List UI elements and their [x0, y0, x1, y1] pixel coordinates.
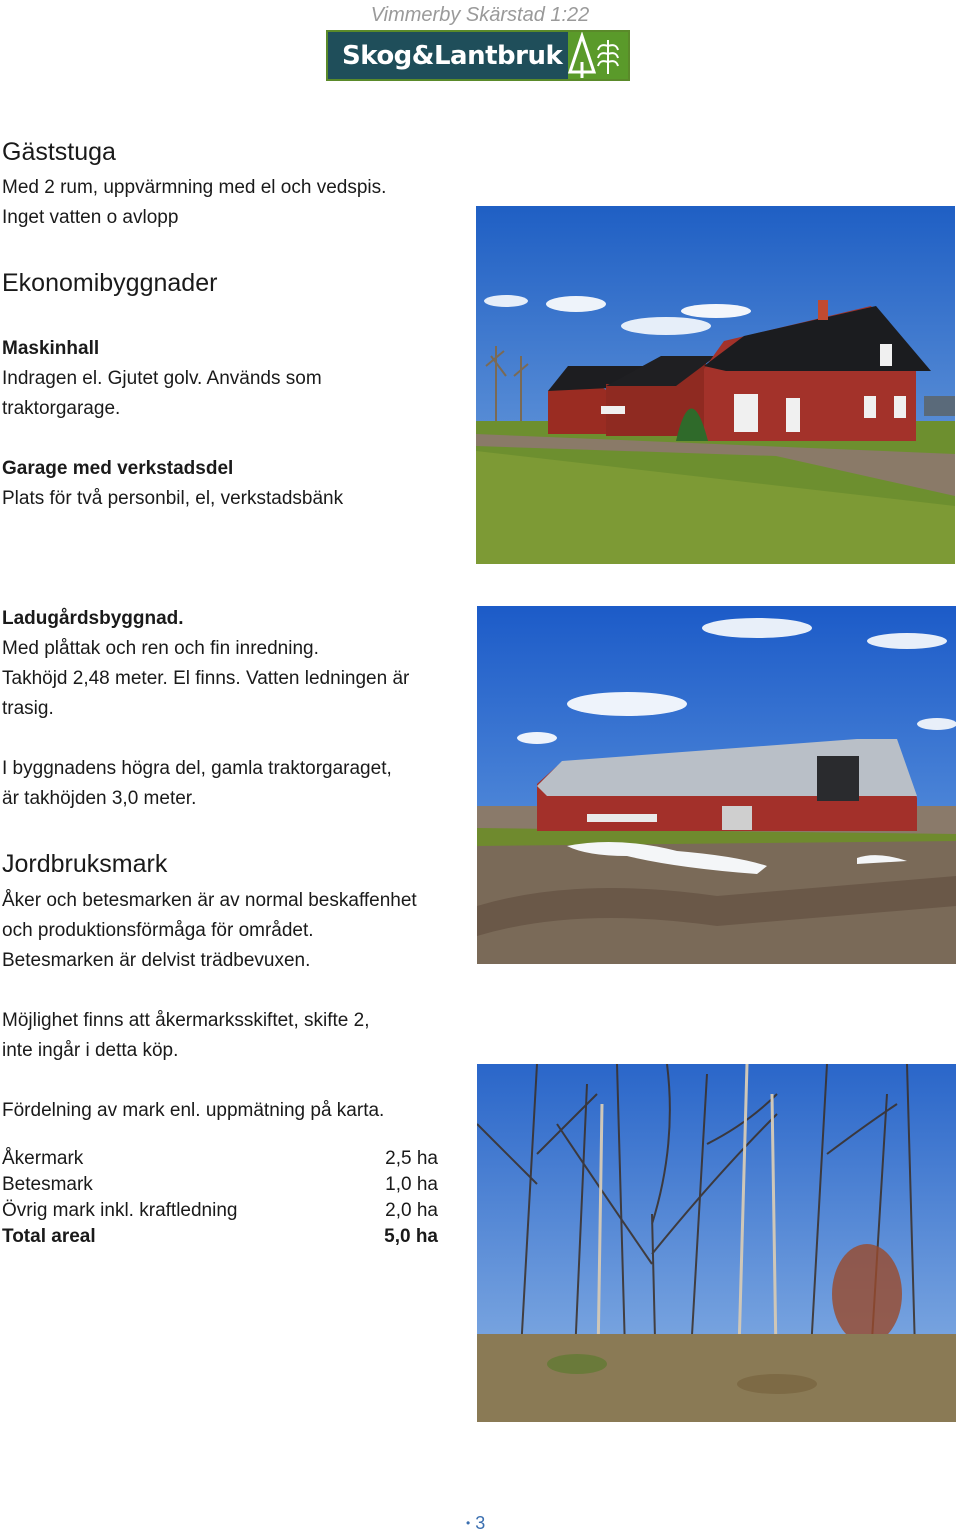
barn-extra-line: är takhöjden 3,0 meter. — [2, 788, 197, 809]
farmland-line: Betesmarken är delvist trädbevuxen. — [2, 950, 311, 971]
machine-hall-photo — [476, 206, 955, 564]
tree-icon — [568, 32, 628, 79]
area-value: 1,0 ha — [385, 1174, 438, 1195]
logo-tree-mark — [568, 32, 628, 79]
page-number — [466, 1513, 485, 1534]
bullet-icon: • — [466, 1516, 471, 1530]
document-header-title: Vimmerby Skärstad 1:22 — [370, 4, 590, 26]
guest-house-line: Inget vatten o avlopp — [2, 207, 179, 228]
table-row — [2, 1198, 438, 1224]
farmland-heading: Jordbruksmark — [2, 850, 168, 878]
table-row — [2, 1172, 438, 1198]
forest-photo — [477, 1064, 956, 1422]
area-label: Övrig mark inkl. kraftledning — [2, 1200, 238, 1221]
barn-line: trasig. — [2, 698, 54, 719]
area-label: Betesmark — [2, 1174, 93, 1195]
garage-line: Plats för två personbil, el, verkstadsbänk — [2, 488, 344, 509]
garage-title: Garage med verkstadsdel — [2, 458, 234, 479]
farmland-line: och produktionsförmåga för området. — [2, 920, 314, 941]
farmland-line: Åker och betesmarken är av normal beskaffenhet — [2, 890, 417, 911]
barn-extra-line: I byggnadens högra del, gamla traktorgaraget, — [2, 758, 392, 779]
area-label: Total areal — [2, 1226, 96, 1247]
area-value: 2,0 ha — [385, 1200, 438, 1221]
company-logo — [326, 30, 630, 81]
land-area-table — [2, 1146, 438, 1250]
table-row-total — [2, 1224, 438, 1250]
barn-photo — [477, 606, 956, 964]
area-label: Åkermark — [2, 1148, 84, 1169]
guest-house-heading: Gäststuga — [2, 138, 116, 166]
farmland-possibility-line: inte ingår i detta köp. — [2, 1040, 179, 1061]
barn-title: Ladugårdsbyggnad. — [2, 608, 184, 629]
barn-line: Takhöjd 2,48 meter. El finns. Vatten ledningen är — [2, 668, 410, 689]
machine-hall-line: traktorgarage. — [2, 398, 121, 419]
area-value: 5,0 ha — [384, 1226, 438, 1247]
machine-hall-title: Maskinhall — [2, 338, 100, 359]
logo-text: Skog&Lantbruk — [342, 41, 563, 71]
area-value: 2,5 ha — [385, 1148, 438, 1169]
page-number-value: 3 — [475, 1513, 486, 1533]
guest-house-line: Med 2 rum, uppvärmning med el och vedspis. — [2, 177, 387, 198]
machine-hall-line: Indragen el. Gjutet golv. Används som — [2, 368, 322, 389]
farmland-possibility-line: Möjlighet finns att åkermarksskiftet, skifte 2, — [2, 1010, 370, 1031]
distribution-label: Fördelning av mark enl. uppmätning på karta. — [2, 1100, 385, 1121]
barn-line: Med plåttak och ren och fin inredning. — [2, 638, 319, 659]
table-row — [2, 1146, 438, 1172]
farm-buildings-heading: Ekonomibyggnader — [2, 269, 218, 297]
